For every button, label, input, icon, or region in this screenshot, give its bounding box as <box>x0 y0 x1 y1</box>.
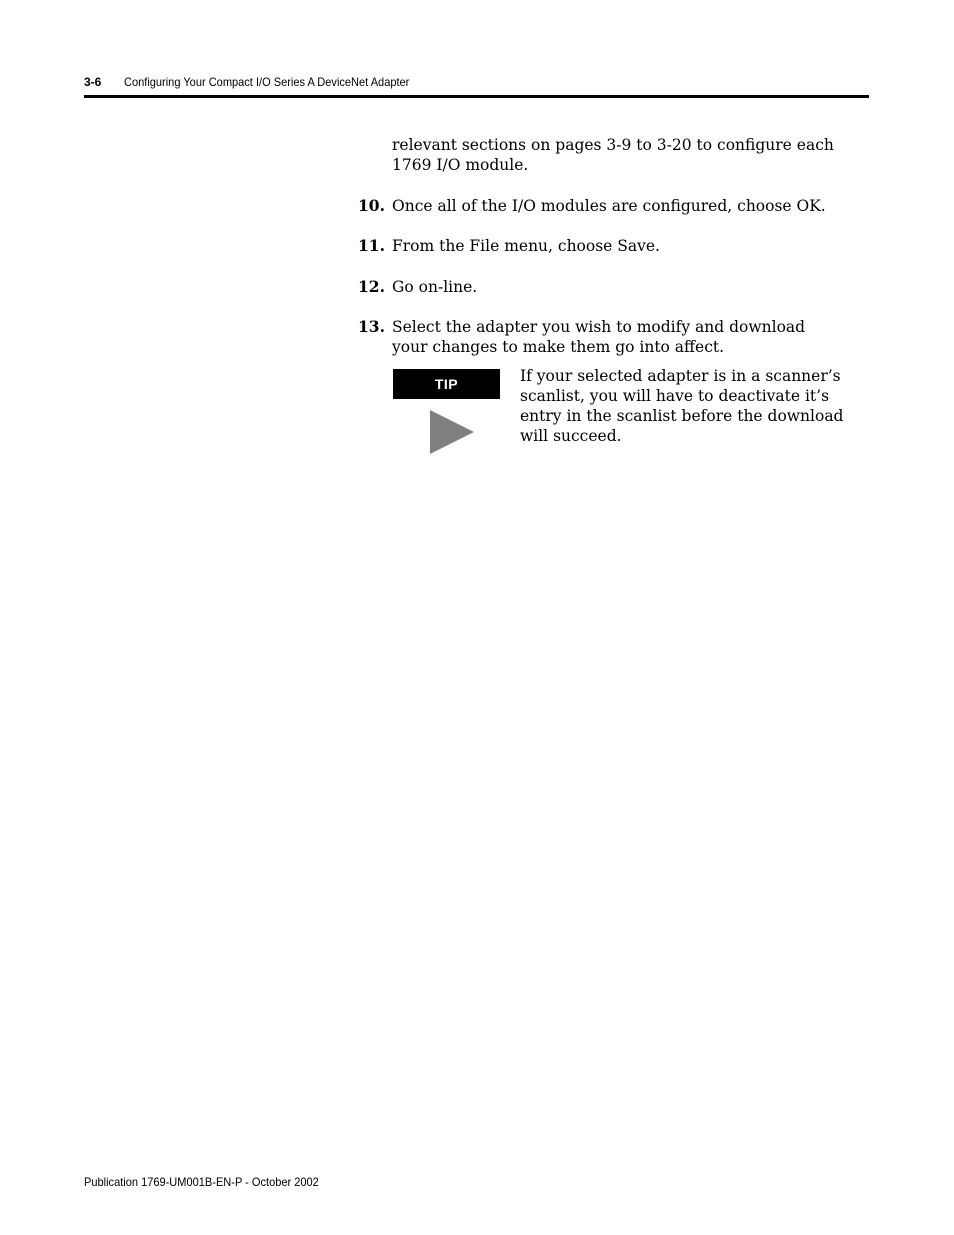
step-number: 13. <box>358 317 385 336</box>
step-text: Once all of the I/O modules are configured, choose OK. <box>392 197 826 215</box>
page-header <box>84 72 869 98</box>
step-number: 10. <box>358 196 385 215</box>
page-number: 3-6 <box>84 75 102 89</box>
step-text: From the File menu, choose Save. <box>392 237 660 255</box>
chapter-title: Configuring Your Compact I/O Series A DeviceNet Adapter <box>124 75 410 89</box>
step-number: 12. <box>358 277 385 296</box>
continuation-paragraph: relevant sections on pages 3-9 to 3-20 to configure each 1769 I/O module. <box>392 136 834 174</box>
tip-label: TIP <box>393 369 500 399</box>
play-arrow-shape <box>430 410 474 454</box>
step-number: 11. <box>358 236 385 255</box>
play-arrow-icon <box>430 410 474 454</box>
step-text: Go on-line. <box>392 278 478 296</box>
publication-footer: Publication 1769-UM001B-EN-P - October 2002 <box>84 1175 319 1189</box>
tip-text: If your selected adapter is in a scanner’s scanlist, you will have to deactivate it’s entry in the scanlist before the download will succeed. <box>520 367 844 445</box>
step-text: Select the adapter you wish to modify and download your changes to make them go into affect. <box>392 318 806 356</box>
